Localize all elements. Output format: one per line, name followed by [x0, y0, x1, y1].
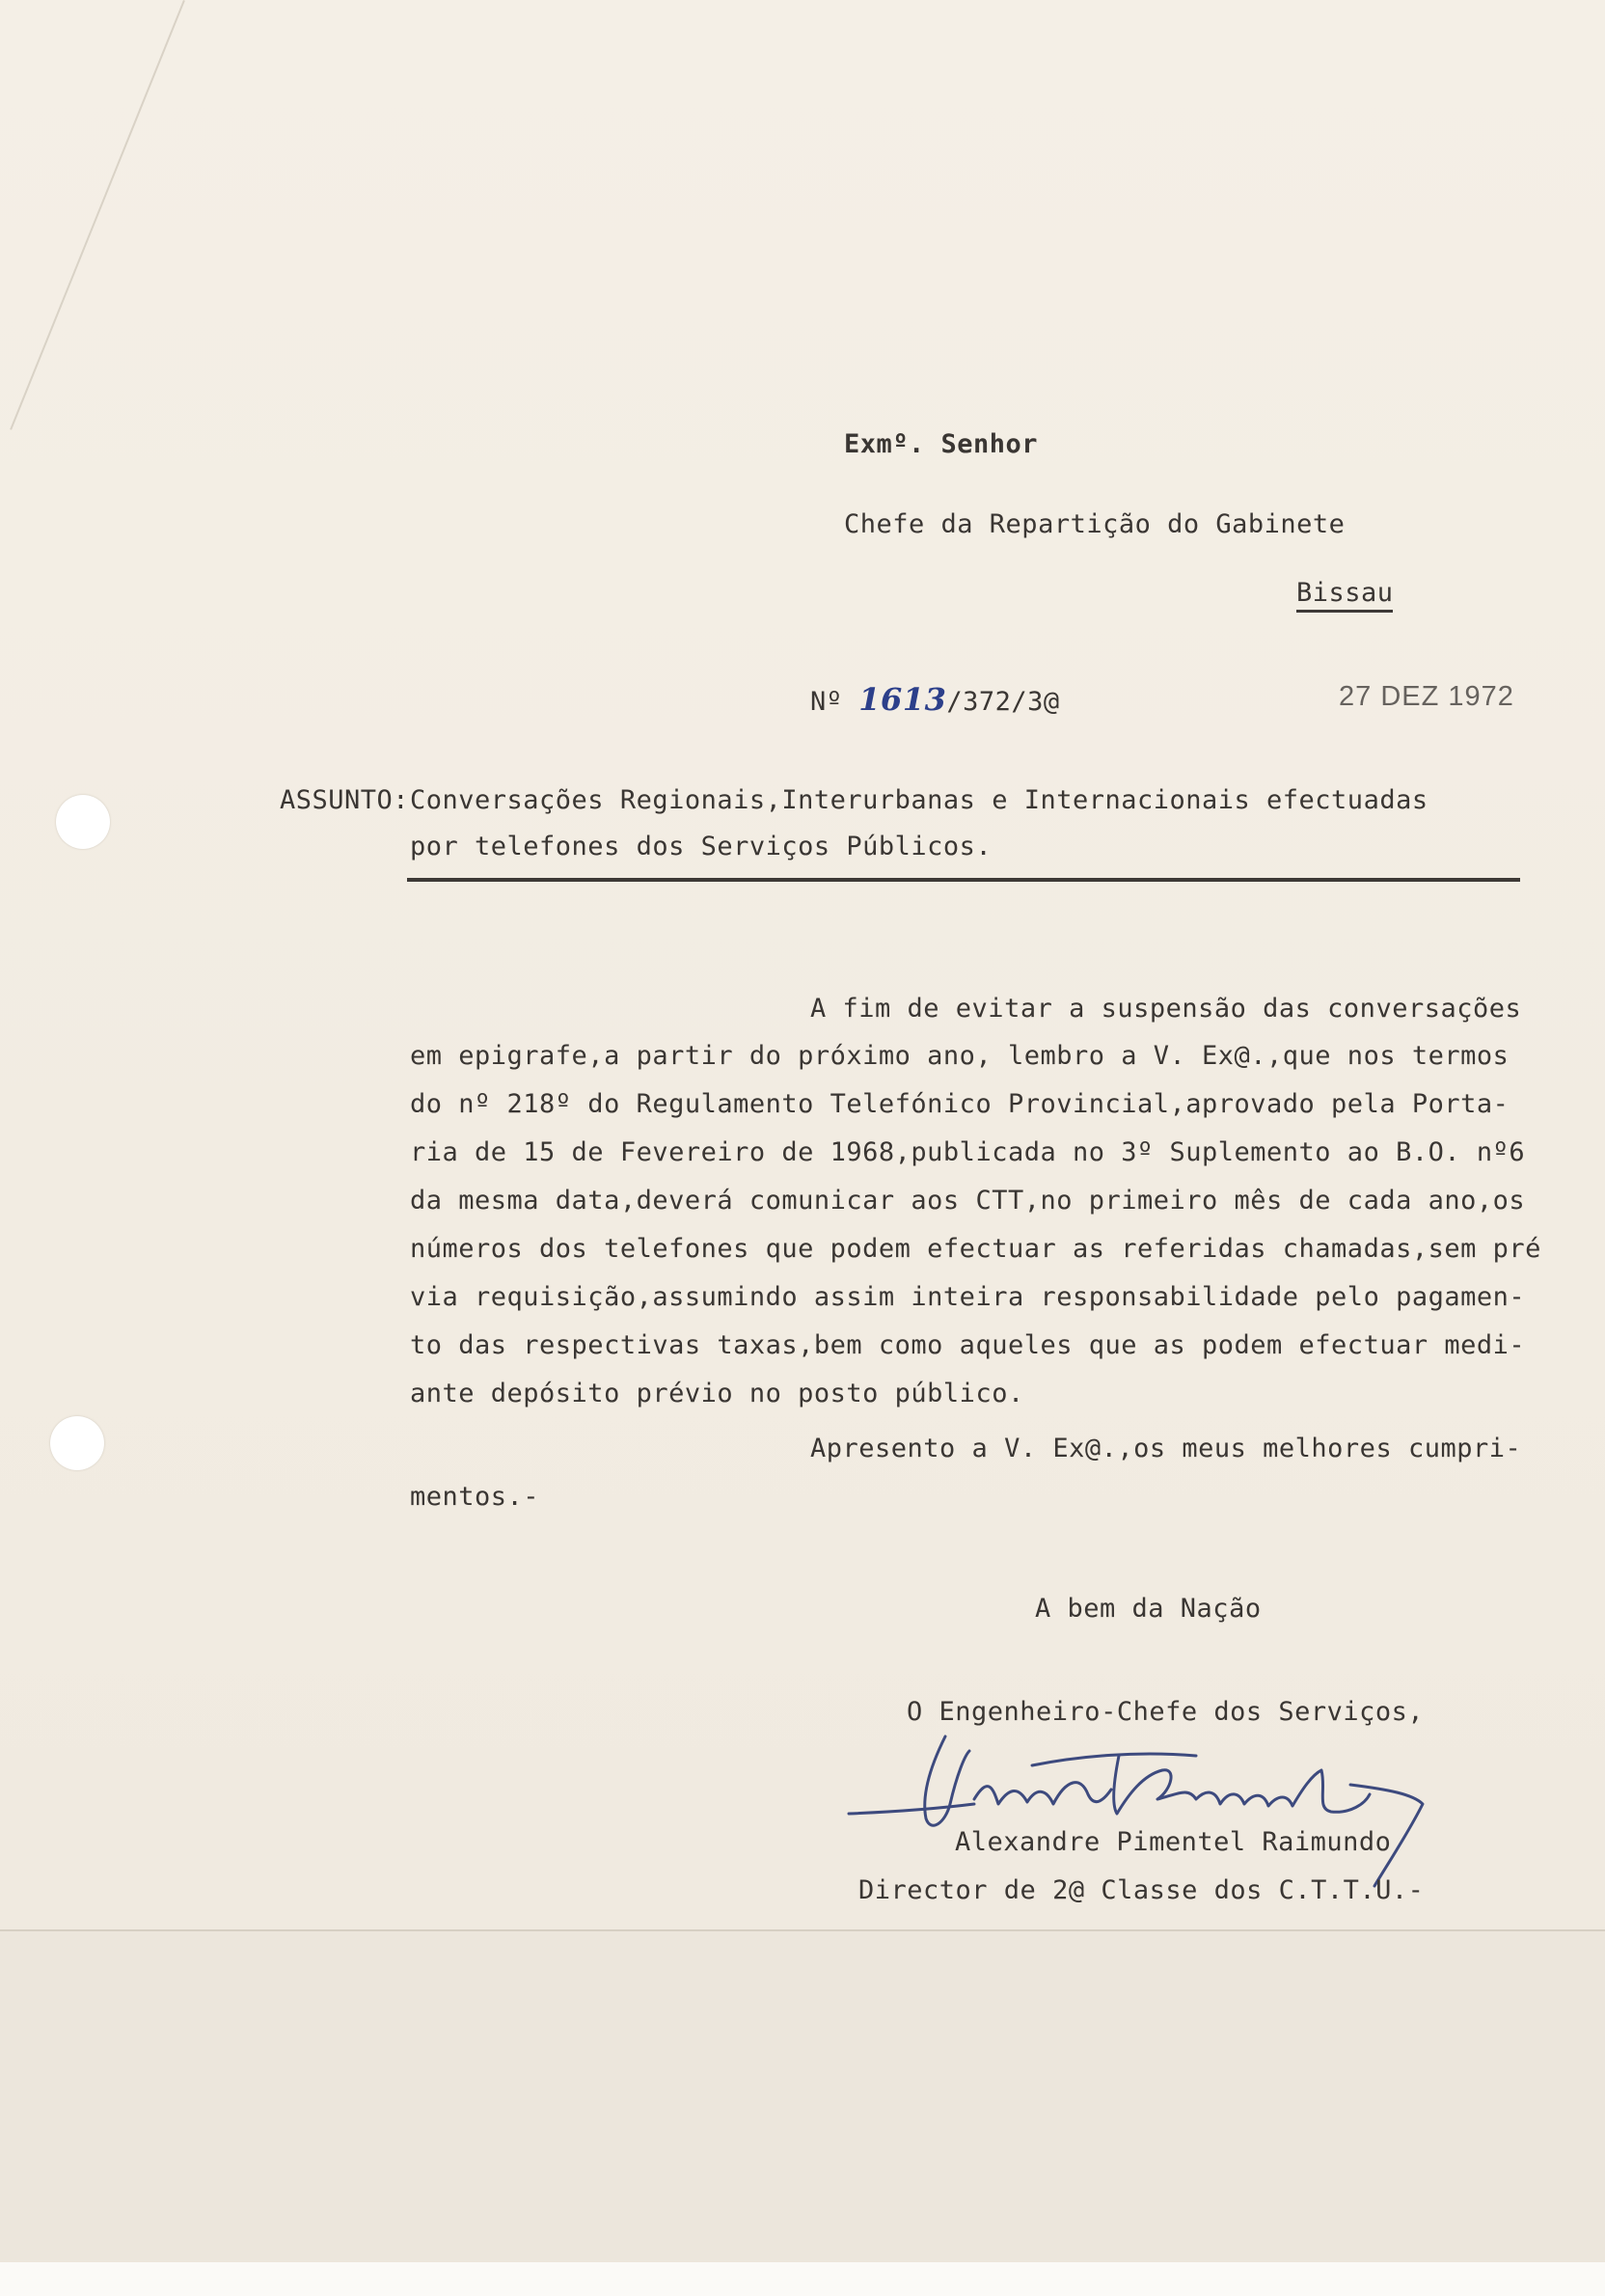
body-line-4: ria de 15 de Fevereiro de 1968,publicada no 3º Suplemento ao B.O. nº6 — [410, 1137, 1526, 1167]
body-line-2: em epigrafe,a partir do próximo ano, lembro a V. Ex@.,que nos termos — [410, 1041, 1510, 1071]
subject-line-2: por telefones dos Serviços Públicos. — [410, 832, 993, 861]
recipient-place: Bissau — [1296, 578, 1394, 608]
punch-hole-top — [56, 795, 110, 849]
subject-label: ASSUNTO: — [280, 785, 410, 815]
reference-suffix: /372/3@ — [946, 687, 1060, 717]
paper-lower-sheet — [0, 1929, 1605, 2264]
body-line-6: números dos telefones que podem efectuar as referidas chamadas,sem pré — [410, 1234, 1541, 1264]
reference-prefix: Nº — [810, 687, 843, 717]
closing-line-2: mentos.- — [410, 1482, 540, 1512]
valediction: A bem da Nação — [1035, 1594, 1262, 1624]
closing-line-1: Apresento a V. Ex@.,os meus melhores cumpri- — [810, 1434, 1522, 1463]
handwritten-signature — [830, 1698, 1466, 1891]
signatory-name: Alexandre Pimentel Raimundo — [955, 1827, 1392, 1857]
subject-rule — [407, 878, 1520, 882]
scan-margin — [0, 2262, 1605, 2296]
signatory-position: Director de 2@ Classe dos C.T.T.U.- — [858, 1875, 1425, 1905]
body-line-9: ante depósito prévio no posto público. — [410, 1379, 1024, 1408]
recipient-place-underline — [1296, 610, 1393, 613]
body-line-5: da mesma data,deverá comunicar aos CTT,no primeiro mês de cada ano,os — [410, 1186, 1526, 1216]
date-stamp: 27 DEZ 1972 — [1339, 681, 1514, 712]
body-line-8: to das respectivas taxas,bem como aqueles que as podem efectuar medi- — [410, 1330, 1526, 1360]
subject-line-1: Conversações Regionais,Interurbanas e Internacionais efectuadas — [410, 785, 1428, 815]
body-line-3: do nº 218º do Regulamento Telefónico Provincial,aprovado pela Porta- — [410, 1089, 1510, 1119]
body-line-1: A fim de evitar a suspensão das conversações — [810, 994, 1522, 1024]
body-line-7: via requisição,assumindo assim inteira responsabilidade pelo pagamen- — [410, 1282, 1526, 1312]
punch-hole-bottom — [50, 1416, 104, 1470]
signatory-role: O Engenheiro-Chefe dos Serviços, — [907, 1697, 1425, 1727]
salutation: Exmº. Senhor — [844, 429, 1039, 459]
reference-handwritten: 1613 — [858, 681, 947, 718]
recipient-title: Chefe da Repartição do Gabinete — [844, 509, 1346, 539]
reference-number — [810, 683, 1060, 719]
